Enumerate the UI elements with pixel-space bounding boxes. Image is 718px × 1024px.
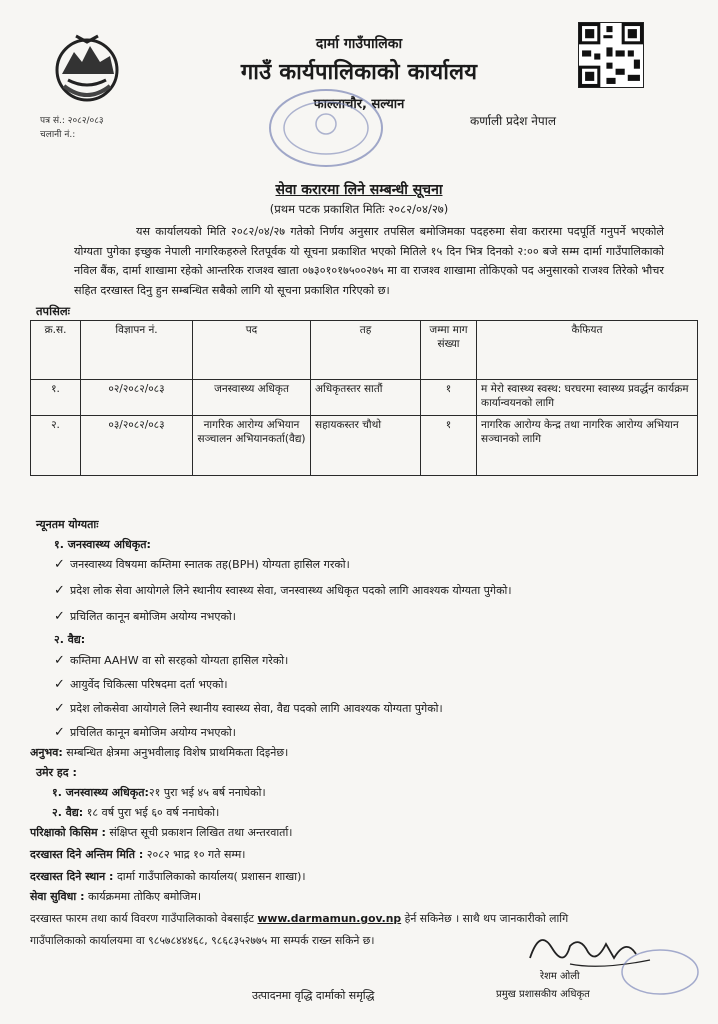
experience-line: अनुभव: सम्बन्धित क्षेत्रमा अनुभवीलाइ विशेष प्राथमिकता दिइनेछ। — [30, 746, 289, 759]
cell-remarks: म मेरो स्वास्थ्य स्वस्थ: घरघरमा स्वास्थ्य प्रवर्द्धन कार्यक्रम कार्यान्वयनको लागि — [477, 380, 698, 416]
application-place-line: दरखास्त दिने स्थान : दार्मा गाउँपालिकाको कार्यालय( प्रशासन शाखा)। — [30, 870, 306, 883]
cell-post: नागरिक आरोग्य अभियान सञ्चालन अभियानकर्ता(वैद्य) — [193, 416, 311, 476]
list-item: ✓ जनस्वास्थ्य विषयमा कम्तिमा स्नातक तह(BPH) योग्यता हासिल गरको। — [54, 557, 350, 572]
list-item: ✓ प्रचिलित कानून बमोजिम अयोग्य नभएको। — [54, 725, 236, 740]
age-limit-item: १. जनस्वास्थ्य अधिकृत:२१ पुरा भई ४५ बर्ष ननाघेको। — [52, 786, 266, 799]
table-row — [31, 380, 698, 416]
cell-level: अधिकृतस्तर सातौं — [311, 380, 421, 416]
deadline-line: दरखास्त दिने अन्तिम मिति : २०८२ भाद्र १० गते सम्म। — [30, 848, 246, 861]
check-icon: ✓ — [54, 701, 65, 716]
cell-count: १ — [421, 380, 477, 416]
municipality-name: दार्मा गाउँपालिका — [315, 36, 403, 52]
ref-chalani: चलानी नं.: — [40, 130, 76, 140]
qual-group-2-title: २. वैद्य: — [54, 633, 86, 646]
check-icon: ✓ — [54, 725, 65, 740]
cell-count: १ — [421, 416, 477, 476]
check-icon: ✓ — [54, 609, 65, 624]
cell-sn: २. — [31, 416, 81, 476]
list-item: ✓ आयुर्वेद चिकित्सा परिषदमा दर्ता भएको। — [54, 677, 228, 692]
col-sn: क्र.स. — [31, 321, 81, 380]
cell-ad-no: ०३/२०८२/०८३ — [81, 416, 193, 476]
col-count: जम्मा माग संख्या — [421, 321, 477, 380]
qualification-title: न्यूनतम योग्यताः — [36, 518, 99, 531]
province-label: कर्णाली प्रदेश नेपाल — [470, 114, 556, 128]
website-link[interactable]: www.darmamun.gov.np — [257, 912, 402, 925]
cell-remarks: नागरिक आरोग्य केन्द्र तथा नागरिक आरोग्य अभियान सञ्चानको लागि — [477, 416, 698, 476]
cell-ad-no: ०२/२०८२/०८३ — [81, 380, 193, 416]
tapsil-label: तपसिलः — [36, 304, 70, 318]
col-post: पद — [193, 321, 311, 380]
list-item: ✓ प्रदेश लोकसेवा आयोगले लिने स्थानीय स्वास्थ्य सेवा, वैद्य पदको लागि आवश्यक योग्यता पुगेको। — [54, 701, 443, 716]
notice-paragraph: यस कार्यालयको मिति २०८२/०४/२७ गतेको निर्णय अनुसार तपसिल बमोजिमका पदहरुमा सेवा करारमा पदपूर्ति गनुपर्ने भएकोले योग्यता पुगेका इच्छुक नेपाली नागरिकहरुले रितपूर्वक यो सूचना प्रकाशित भएको मितिले १५ दिन भित्र दिनको २:०० बजे सम्म दार्मा गाउँपालिकाको नविल बैंक, दार्मा शाखामा रहेको आन्तरिक राजश्व खाता ०७३०१०१७५००२७५ मा वा राजश्व शाखामा तोकिएको पद अनुसारको राजश्व तिरेको भौचर सहित दरखास्त दिनु हुन सम्बन्धित सबैको लागि यो सूचना प्रकाशित गरिएको छ। — [74, 225, 664, 297]
col-level: तह — [311, 321, 421, 380]
age-limit-label: उमेर हद : — [36, 766, 77, 779]
signatory-title: प्रमुख प्रशासकीय अधिकृत — [496, 989, 590, 1000]
cell-post: जनस्वास्थ्य अधिकृत — [193, 380, 311, 416]
vacancy-table — [30, 320, 698, 476]
office-address: फाल्लाचौर, सल्यान — [313, 97, 405, 112]
table-header-row — [31, 321, 698, 380]
signatory-name: रेशम ओली — [540, 971, 580, 982]
list-item: ✓ कम्तिमा AAHW वा सो सरहको योग्यता हासिल गरेको। — [54, 653, 289, 668]
check-icon: ✓ — [54, 653, 65, 668]
contact-line-1: दरखास्त फारम तथा कार्य विवरण गाउँपालिकाको वेबसाईट www.darmamun.gov.np हेर्न सकिनेछ । साथै थप जानकारीको लागि — [30, 912, 569, 925]
facility-line: सेवा सुविधा : कार्यक्रममा तोकिए बमोजिम। — [30, 890, 202, 903]
qual-group-1-title: १. जनस्वास्थ्य अधिकृत: — [54, 538, 151, 551]
col-remarks: कैफियत — [477, 321, 698, 380]
contact-line-2: गाउँपालिकाको कार्यालयमा वा ९८५७८४४४६८, ९८६८३५२७७५ मा सम्पर्क राख्न सकिने छ। — [30, 934, 375, 947]
exam-type-line: परिक्षाको किसिम : संक्षिप्त सूची प्रकाशन लिखित तथा अन्तरवार्ता। — [30, 826, 293, 839]
notice-subtitle: (प्रथम पटक प्रकाशित मितिः २०८२/०४/२७) — [269, 202, 449, 216]
footer-motto: उत्पादनमा वृद्धि दार्माको समृद्धि — [252, 989, 375, 1002]
list-item: ✓ प्रदेश लोक सेवा आयोगले लिने स्थानीय स्वास्थ्य सेवा, जनस्वास्थ्य अधिकृत पदको लागि आवश्यक योग्यता पुगेको। — [54, 583, 512, 598]
list-item: ✓ प्रचिलित कानून बमोजिम अयोग्य नभएको। — [54, 609, 236, 624]
notice-title: सेवा करारमा लिने सम्बन्धी सूचना — [275, 182, 443, 198]
check-icon: ✓ — [54, 583, 65, 598]
qr-code-icon — [578, 22, 644, 88]
check-icon: ✓ — [54, 677, 65, 692]
col-ad-no: विज्ञापन नं. — [81, 321, 193, 380]
table-row — [31, 416, 698, 476]
cell-level: सहायकस्तर चौथो — [311, 416, 421, 476]
office-stamp-icon — [262, 86, 390, 176]
ref-patra: पत्र सं.: २०८२/०८३ — [40, 116, 104, 126]
age-limit-item: २. वैद्य: १८ वर्ष पुरा भई ६० वर्ष ननाघेको। — [52, 806, 220, 819]
reference-block — [40, 114, 104, 142]
check-icon: ✓ — [54, 557, 65, 572]
cell-sn: १. — [31, 380, 81, 416]
office-name: गाउँ कार्यपालिकाको कार्यालय — [240, 60, 478, 85]
